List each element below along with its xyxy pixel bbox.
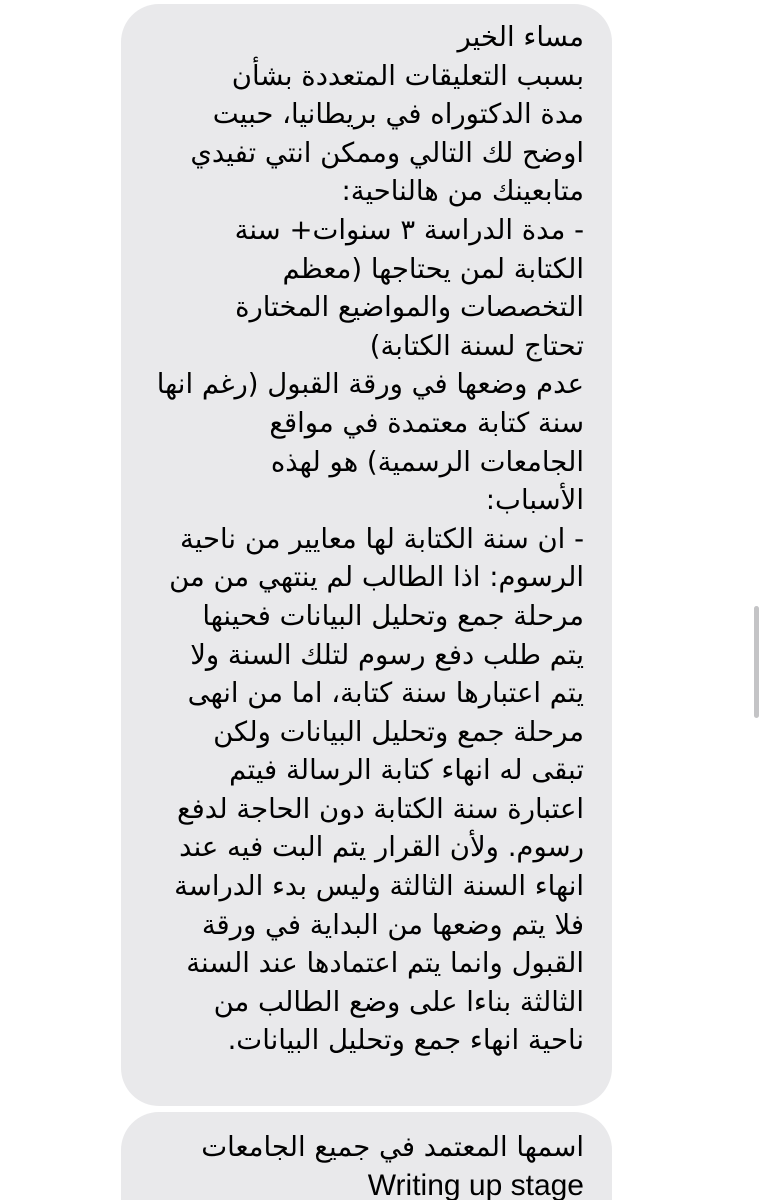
message-line: التخصصات والمواضيع المختارة	[235, 291, 584, 324]
message-line: اعتبارة سنة الكتابة دون الحاجة لدفع	[177, 792, 584, 825]
message-line: مدة الدكتوراه في بريطانيا، حبيت	[212, 98, 584, 131]
message-line: ناحية انهاء جمع وتحليل البيانات.	[227, 1024, 584, 1057]
message-bubble[interactable]	[121, 4, 612, 1106]
message-line: رسوم. ولأن القرار يتم البت فيه عند	[179, 831, 584, 864]
message-line: الكتابة لمن يحتاجها (معظم	[282, 252, 584, 285]
message-line: يتم طلب دفع رسوم لتلك السنة ولا	[190, 638, 584, 671]
message-line: فلا يتم وضعها من البداية في ورقة	[201, 908, 584, 941]
message-bubble[interactable]	[121, 1112, 612, 1200]
message-line: متابعينك من هالناحية:	[341, 175, 584, 208]
message-line: عدم وضعها في ورقة القبول (رغم انها	[156, 368, 584, 401]
message-line: مرحلة جمع وتحليل البيانات ولكن	[213, 715, 584, 748]
message-line: Writing up stage	[367, 1168, 584, 1200]
message-line: يتم اعتبارها سنة كتابة، اما من انهى	[187, 677, 584, 710]
message-line: تبقى له انهاء كتابة الرسالة فيتم	[229, 754, 584, 787]
message-line: القبول وانما يتم اعتمادها عند السنة	[186, 947, 584, 980]
message-line: انهاء السنة الثالثة وليس بدء الدراسة	[174, 870, 584, 903]
message-line: تحتاج لسنة الكتابة)	[369, 329, 584, 362]
scroll-indicator[interactable]	[754, 606, 759, 718]
message-line: - مدة الدراسة ٣ سنوات+ سنة	[234, 213, 584, 246]
message-line: اوضح لك التالي وممكن انتي تفيدي	[190, 136, 584, 169]
message-line: اسمها المعتمد في جميع الجامعات	[201, 1131, 584, 1163]
message-line: الرسوم: اذا الطالب لم ينتهي من من	[169, 561, 584, 594]
message-line: سنة كتابة معتمدة في مواقع	[269, 406, 584, 439]
message-line: مرحلة جمع وتحليل البيانات فحينها	[202, 599, 584, 632]
message-line: الثالثة بناءا على وضع الطالب من	[213, 985, 584, 1018]
message-line: الأسباب:	[485, 484, 584, 517]
message-line: مساء الخير	[457, 21, 584, 53]
message-line: بسبب التعليقات المتعددة بشأن	[231, 59, 584, 92]
message-line: الجامعات الرسمية) هو لهذه	[270, 445, 584, 478]
message-line: - ان سنة الكتابة لها معايير من ناحية	[180, 522, 584, 555]
